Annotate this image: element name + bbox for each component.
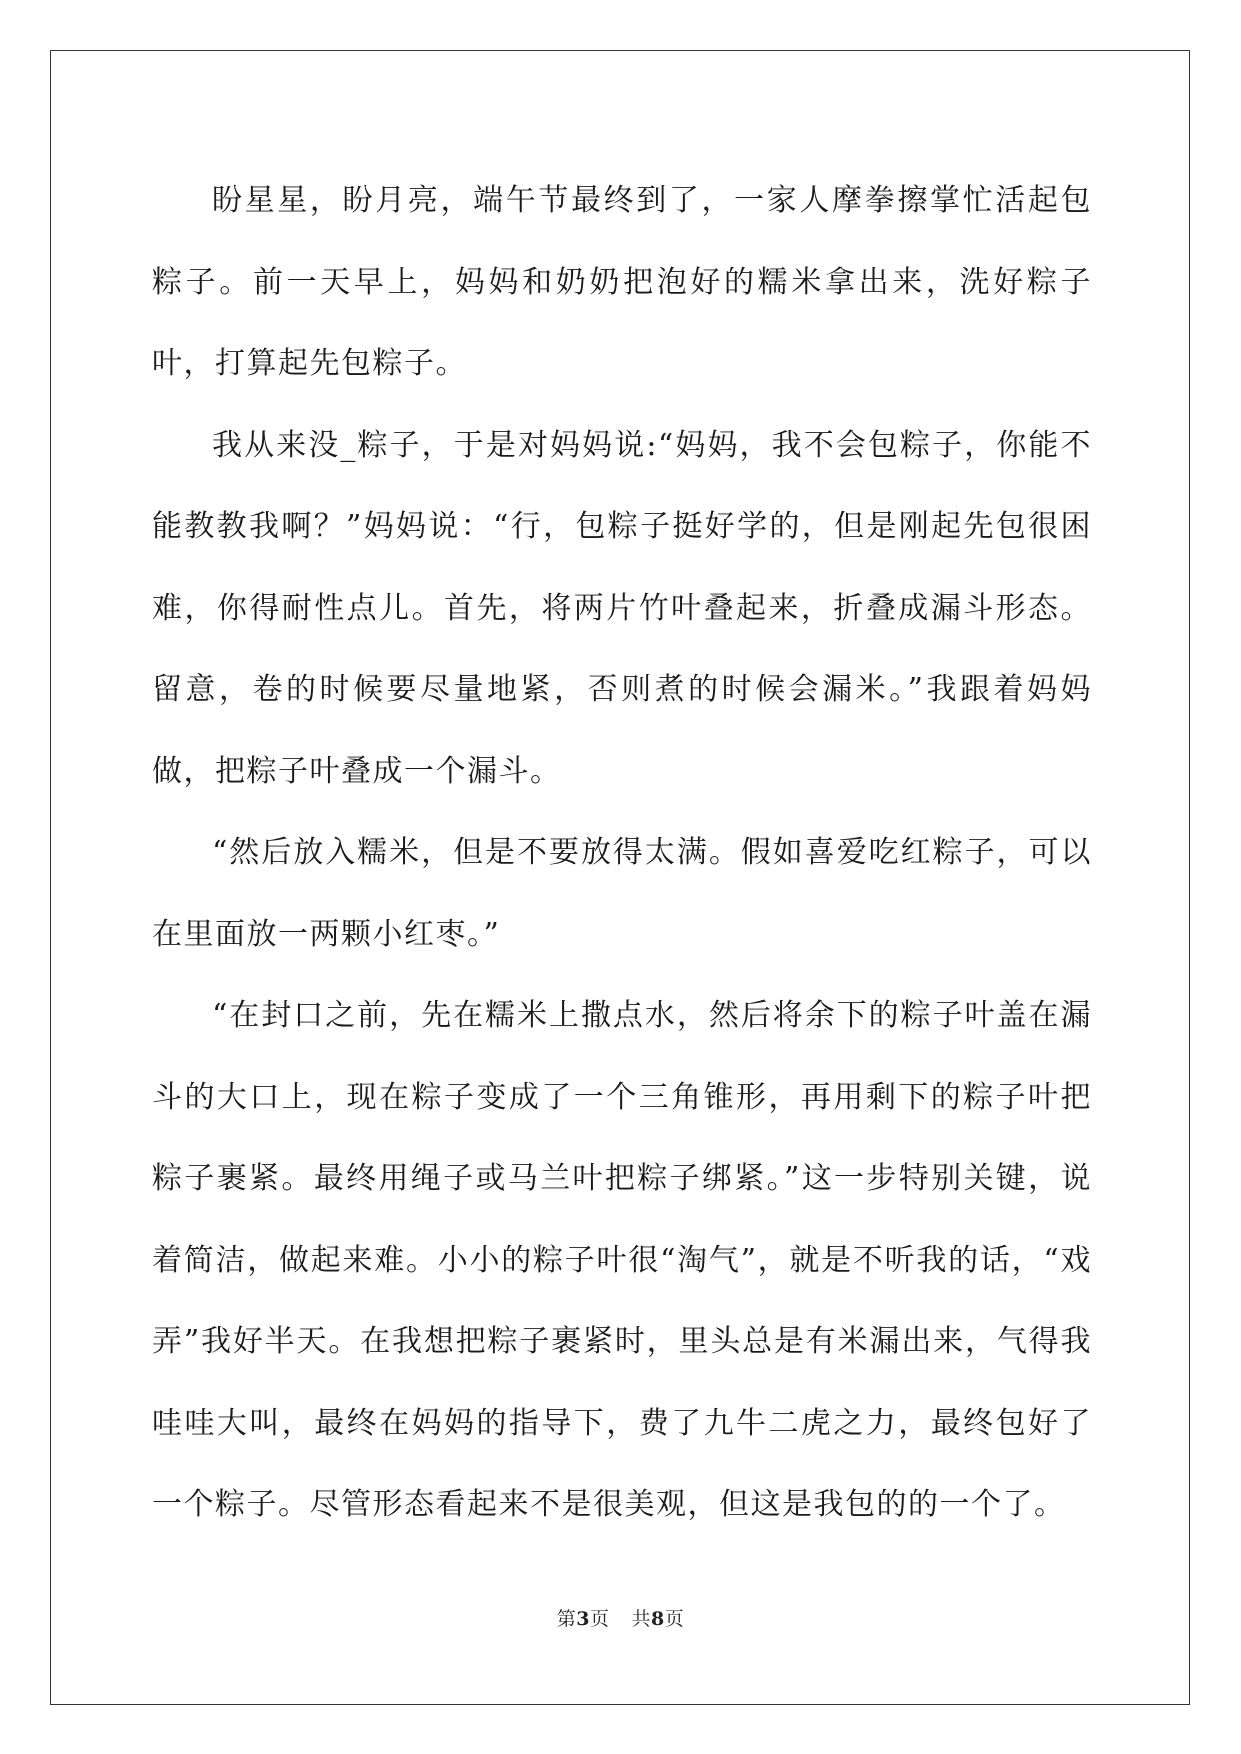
- paragraph-4: “在封口之前，先在糯米上撒点水，然后将余下的粽子叶盖在漏斗的大口上，现在粽子变成了一个三角锥形，再用剩下的粽子叶把粽子裹紧。最终用绳子或马兰叶把粽子绑紧。”这一步特别关键，说着简洁，做起来难。小小的粽子叶很“淘气”，就是不听我的话，“戏弄”我好半天。在我想把粽子裹紧时，里头总是有米漏出来，气得我哇哇大叫，最终在妈妈的指导下，费了九牛二虎之力，最终包好了一个粽子。尽管形态看起来不是很美观，但这是我包的的一个了。: [152, 998, 1092, 1522]
- total-pages: 8: [651, 1608, 665, 1630]
- document-body: [152, 160, 1092, 1546]
- page-number: 3: [576, 1608, 590, 1630]
- page-suffix: 页: [589, 1608, 610, 1630]
- paragraph-3: “然后放入糯米，但是不要放得太满。假如喜爱吃红粽子，可以在里面放一两颗小红枣。”: [152, 835, 1092, 952]
- total-prefix: 共: [631, 1608, 652, 1630]
- total-suffix: 页: [664, 1608, 685, 1630]
- paragraph-2: 我从来没_粽子，于是对妈妈说:“妈妈，我不会包粽子，你能不能教教我啊？”妈妈说：“行，包粽子挺好学的，但是刚起先包很困难，你得耐性点儿。首先，将两片竹叶叠起来，折叠成漏斗形态。留意，卷的时候要尽量地紧，否则煮的时候会漏米。”我跟着妈妈做，把粽子叶叠成一个漏斗。: [152, 427, 1092, 789]
- page-prefix: 第: [556, 1608, 577, 1630]
- paragraph-1: 盼星星，盼月亮，端午节最终到了，一家人摩拳擦掌忙活起包粽子。前一天早上，妈妈和奶奶把泡好的糯米拿出来，洗好粽子叶，打算起先包粽子。: [152, 183, 1092, 381]
- page-footer: [0, 1604, 1241, 1631]
